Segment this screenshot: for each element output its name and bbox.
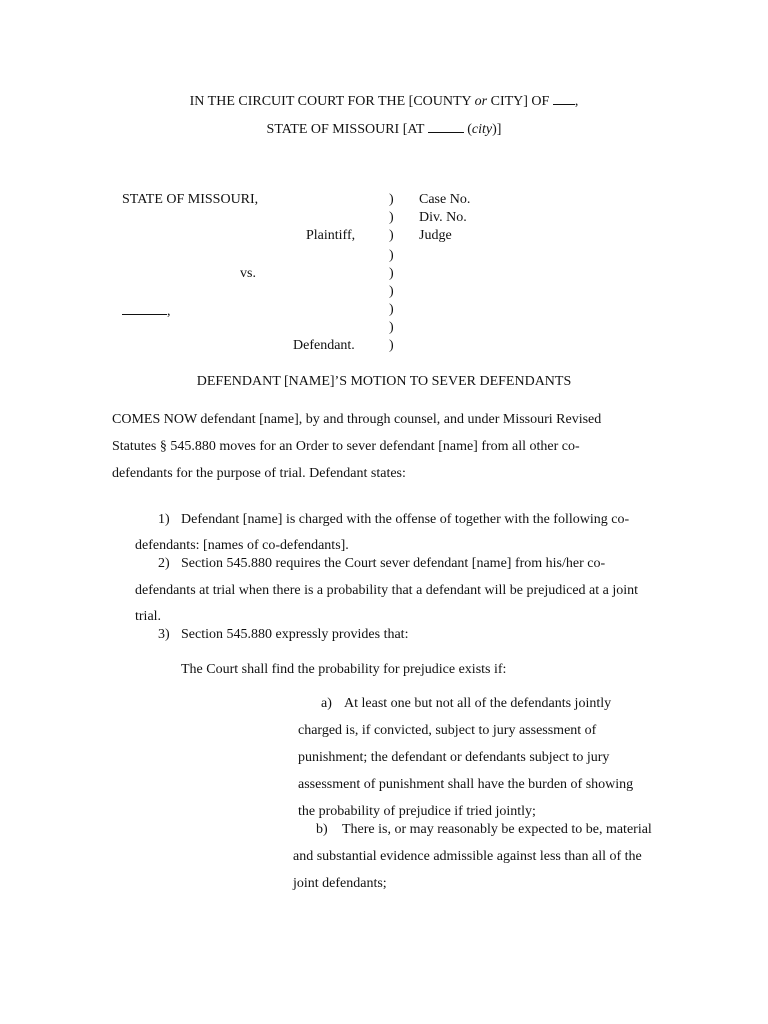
court-heading-paren-close: )] (492, 122, 502, 137)
caption-paren: ) (389, 284, 394, 299)
intro-line: Statutes § 545.880 moves for an Order to sever defendant [name] from all other co- (112, 439, 580, 454)
caption-paren: ) (389, 320, 394, 335)
item-number: 3) (158, 627, 170, 642)
caption-paren: ) (389, 266, 394, 281)
court-heading-line2 (0, 121, 768, 139)
sub-item-line: and substantial evidence admissible against less than all of the (293, 849, 642, 864)
judge-label: Judge (419, 228, 452, 243)
sub-item-line: joint defendants; (293, 876, 387, 891)
sub-item-line: At least one but not all of the defendants jointly (344, 696, 612, 711)
item-number: 2) (158, 556, 170, 571)
caption-paren: ) (389, 228, 394, 243)
caption-state-party: STATE OF MISSOURI, (122, 192, 259, 207)
sub-item-line: charged is, if convicted, subject to jury assessment of (298, 723, 597, 738)
item-text-line: defendants: [names of co-defendants]. (135, 538, 349, 553)
caption-paren: ) (389, 210, 394, 225)
motion-title: DEFENDANT [NAME]’S MOTION TO SEVER DEFENDANTS (196, 374, 572, 389)
sub-item-line: the probability of prejudice if tried jointly; (298, 804, 536, 819)
caption-paren: ) (389, 302, 394, 317)
sub-item-number: a) (321, 696, 332, 711)
item-text-line: trial. (135, 609, 162, 624)
defendant-name-comma: , (167, 304, 171, 319)
caption-defendant-name (122, 303, 171, 321)
city-blank (428, 132, 464, 133)
caption-defendant-label: Defendant. (293, 338, 355, 353)
intro-line: defendants for the purpose of trial. Defendant states: (112, 466, 406, 481)
caption-plaintiff-label: Plaintiff, (306, 228, 356, 243)
quote-intro: The Court shall find the probability for prejudice exists if: (181, 662, 507, 677)
court-heading-comma: , (574, 94, 579, 109)
item-text-line: Defendant [name] is charged with the offense of together with the following co- (181, 512, 630, 527)
item-text-line: Section 545.880 requires the Court sever defendant [name] from his/her co- (181, 556, 606, 571)
sub-item-line: assessment of punishment shall have the burden of showing (298, 777, 634, 792)
caption-vs-label: vs. (240, 266, 256, 281)
defendant-name-blank (122, 314, 167, 315)
county-blank (553, 104, 575, 105)
caption-paren: ) (389, 192, 394, 207)
court-heading-city: city (471, 122, 493, 137)
court-heading-paren-open: ( (467, 122, 472, 137)
intro-line: COMES NOW defendant [name], by and through counsel, and under Missouri Revised (112, 412, 602, 427)
case-number-label: Case No. (419, 192, 471, 207)
court-heading-text-a: IN THE CIRCUIT COURT FOR THE [COUNTY (189, 94, 475, 109)
sub-item-line: punishment; the defendant or defendants subject to jury (298, 750, 610, 765)
court-heading-text-b: CITY] OF (487, 94, 550, 109)
division-number-label: Div. No. (419, 210, 467, 225)
caption-paren: ) (389, 338, 394, 353)
sub-item-line: There is, or may reasonably be expected to be, material (342, 822, 652, 837)
item-text-line: defendants at trial when there is a probability that a defendant will be prejudiced at a joint (135, 583, 639, 598)
caption-paren: ) (389, 248, 394, 263)
court-heading-line1 (0, 93, 768, 111)
sub-item-number: b) (316, 822, 328, 837)
court-heading-or: or (474, 94, 488, 109)
item-text-line: Section 545.880 expressly provides that: (181, 627, 409, 642)
court-heading-state: STATE OF MISSOURI [AT (266, 122, 425, 137)
item-number: 1) (158, 512, 170, 527)
